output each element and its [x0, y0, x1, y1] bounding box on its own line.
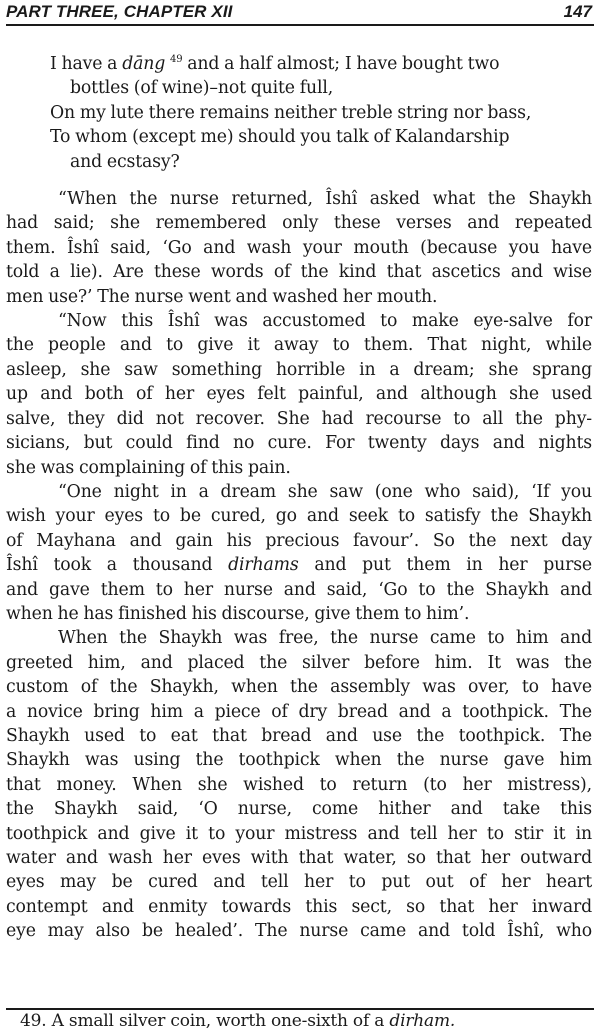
text-line: up and both of her eyes felt painful, and although she used: [6, 384, 592, 405]
text-line: when he has finished his discourse, give them to him’.: [6, 603, 470, 624]
paragraph: [6, 309, 592, 480]
text-line: and gave them to her nurse and said, ‘Go to the Shaykh and: [6, 579, 592, 600]
text-line: salve, they did not recover. She had recourse to all the phy-: [6, 408, 592, 429]
text-line: men use?’ The nurse went and washed her mouth.: [6, 286, 438, 307]
text-line: “When the nurse returned, Îshî asked what the Shaykh: [58, 189, 592, 210]
text-line: contempt and enmity towards this sect, so that her inward: [6, 896, 592, 917]
footnote: [6, 1008, 594, 1034]
footnote-text: 49. A small silver coin, worth one-sixth of a: [20, 1011, 390, 1031]
verse-line: and ecstasy?: [70, 151, 180, 172]
text-line: the people and to give it away to them. That night, while: [6, 335, 592, 356]
text-line: greeted him, and placed the silver before him. It was the: [6, 652, 592, 673]
verse-text: and a half almost; I have bought two: [182, 54, 500, 74]
verse-line: bottles (of wine)–not quite full,: [70, 78, 334, 99]
verse-block: [50, 52, 592, 174]
text-run: Îshî took a thousand: [6, 555, 229, 576]
paragraph: [6, 187, 592, 309]
text-line: had said; she remembered only these verses and repeated: [6, 213, 592, 234]
italic-term: dāng: [122, 54, 166, 74]
text-line: wish your eyes to be cured, go and seek to satisfy the Shaykh: [6, 506, 592, 527]
page-body: [6, 52, 592, 944]
paragraph: [6, 626, 592, 943]
verse-text: I have a: [50, 54, 123, 74]
italic-term: dirham.: [389, 1011, 456, 1031]
text-line: she was complaining of this pain.: [6, 457, 291, 478]
text-line: When the Shaykh was free, the nurse came to him and: [58, 628, 592, 649]
text-line: them. Îshî said, ‘Go and wash your mouth (because you have: [6, 237, 592, 258]
text-line: of Mayhana and gain his precious favour’. So the next day: [6, 530, 592, 551]
page-number: 147: [563, 2, 592, 21]
text-line: toothpick and give it to your mistress and tell her to stir it in: [6, 823, 592, 844]
text-line: [6, 553, 592, 577]
text-line: told a lie). Are these words of the kind that ascetics and wise: [6, 262, 592, 283]
italic-term: dirhams: [228, 555, 299, 576]
verse-line: On my lute there remains neither treble string nor bass,: [50, 102, 532, 123]
text-line: custom of the Shaykh, when the assembly was over, to have: [6, 677, 592, 698]
verse-line: [50, 52, 592, 76]
text-line: “One night in a dream she saw (one who said), ‘If you: [58, 481, 592, 502]
text-line: that money. When she wished to return (to her mistress),: [6, 774, 592, 795]
text-line: asleep, she saw something horrible in a dream; she sprang: [6, 359, 592, 380]
text-line: the Shaykh said, ‘O nurse, come hither and take this: [6, 799, 592, 820]
text-run: and put them in her purse: [298, 555, 592, 576]
running-header: [6, 2, 594, 26]
text-line: eyes may be cured and tell her to put out of her heart: [6, 872, 592, 893]
text-line: eye may also be healed’. The nurse came and told Îshî, who: [6, 921, 592, 942]
running-title: PART THREE, CHAPTER XII: [6, 2, 233, 21]
text-line: Shaykh was using the toothpick when the nurse gave him: [6, 750, 592, 771]
text-line: a novice bring him a piece of dry bread and a toothpick. The: [6, 701, 592, 722]
footnote-ref: 49: [170, 54, 183, 66]
paragraph: [6, 480, 592, 626]
verse-line: To whom (except me) should you talk of Kalandarship: [50, 127, 510, 148]
text-line: Shaykh used to eat that bread and use the toothpick. The: [6, 725, 592, 746]
text-line: sicians, but could find no cure. For twenty days and nights: [6, 433, 592, 454]
text-line: “Now this Îshî was accustomed to make eye-salve for: [58, 311, 592, 332]
text-line: water and wash her eves with that water, so that her outward: [6, 848, 592, 868]
